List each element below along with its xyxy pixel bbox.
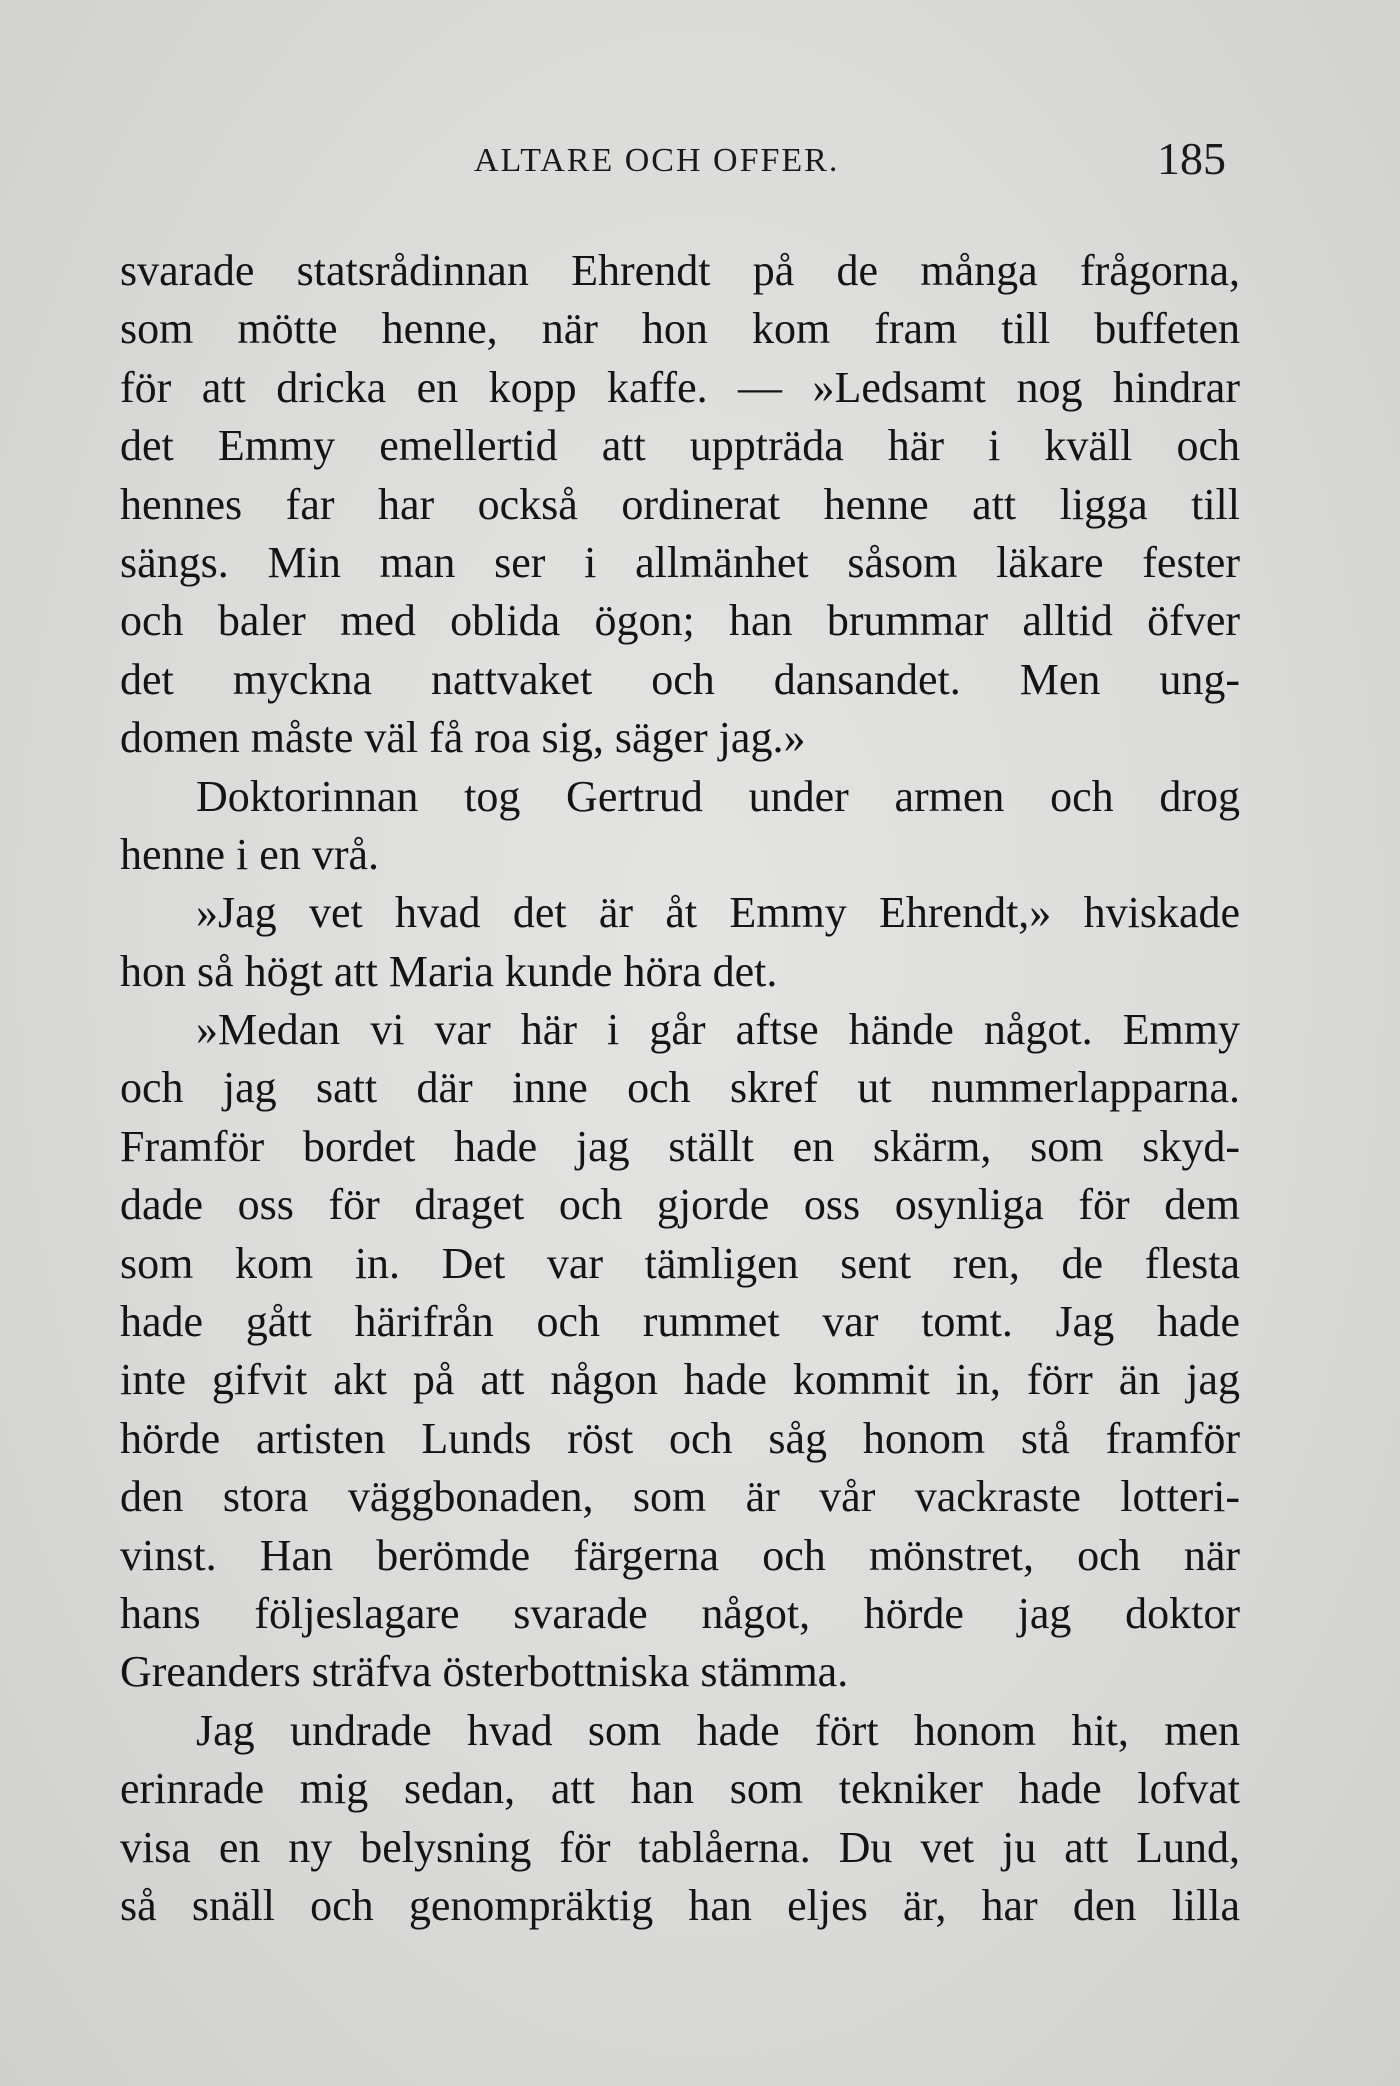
text-line: svarade statsrådinnan Ehrendt på de många frågorna, (120, 246, 1240, 295)
text-line: Greanders sträfva österbottniska stämma. (120, 1647, 849, 1697)
text-line: inte gifvit akt på att någon hade kommit in, förr än jag (120, 1355, 1240, 1405)
text-line: »Jag vet hvad det är åt Emmy Ehrendt,» hviskade (196, 888, 1240, 938)
text-line: vinst. Han berömde färgerna och mönstret, och när (120, 1530, 1240, 1580)
running-title: ALTARE OCH OFFER. (474, 142, 840, 179)
text-line: hon så högt att Maria kunde höra det. (120, 946, 778, 996)
text-line: Framför bordet hade jag ställt en skärm, som skyd- (120, 1121, 1240, 1171)
text-line: henne i en vrå. (120, 829, 379, 879)
text-line: och baler med oblida ögon; han brummar alltid öfver (120, 596, 1240, 646)
text-line: Doktorinnan tog Gertrud under armen och drog (196, 771, 1240, 821)
text-line: för att dricka en kopp kaffe. — »Ledsamt nog hindrar (120, 362, 1240, 412)
text-line: hörde artisten Lunds röst och såg honom stå framför (120, 1413, 1240, 1463)
text-line: hennes far har också ordinerat henne att ligga till (120, 479, 1240, 529)
body-text (120, 242, 1240, 1935)
page-header (0, 132, 1400, 192)
text-line: dade oss för draget och gjorde oss osynliga för dem (120, 1180, 1240, 1230)
text-line: och jag satt där inne och skref ut nummerlapparna. (120, 1063, 1240, 1113)
text-line: hans följeslagare svarade något, hörde jag doktor (120, 1588, 1240, 1638)
text-line: det Emmy emellertid att uppträda här i kväll och (120, 421, 1240, 471)
text-line: sängs. Min man ser i allmänhet såsom läkare fester (120, 537, 1240, 587)
page-number: 185 (1157, 133, 1226, 184)
text-line: erinrade mig sedan, att han som tekniker hade lofvat (120, 1764, 1240, 1814)
text-line: domen måste väl få roa sig, säger jag.» (120, 713, 806, 763)
text-line: Jag undrade hvad som hade fört honom hit, men (196, 1705, 1240, 1755)
text-line: som mötte henne, när hon kom fram till buffeten (120, 304, 1240, 354)
text-line: det myckna nattvaket och dansandet. Men ung- (120, 654, 1240, 704)
text-line: hade gått härifrån och rummet var tomt. Jag hade (120, 1297, 1240, 1347)
text-line: den stora väggbonaden, som är vår vackraste lotteri- (120, 1472, 1240, 1522)
text-line: visa en ny belysning för tablåerna. Du vet ju att Lund, (120, 1822, 1240, 1872)
text-line: så snäll och genompräktig han eljes är, har den lilla (120, 1880, 1240, 1930)
text-line: som kom in. Det var tämligen sent ren, de flesta (120, 1238, 1240, 1288)
text-line: »Medan vi var här i går aftse hände något. Emmy (196, 1005, 1240, 1055)
